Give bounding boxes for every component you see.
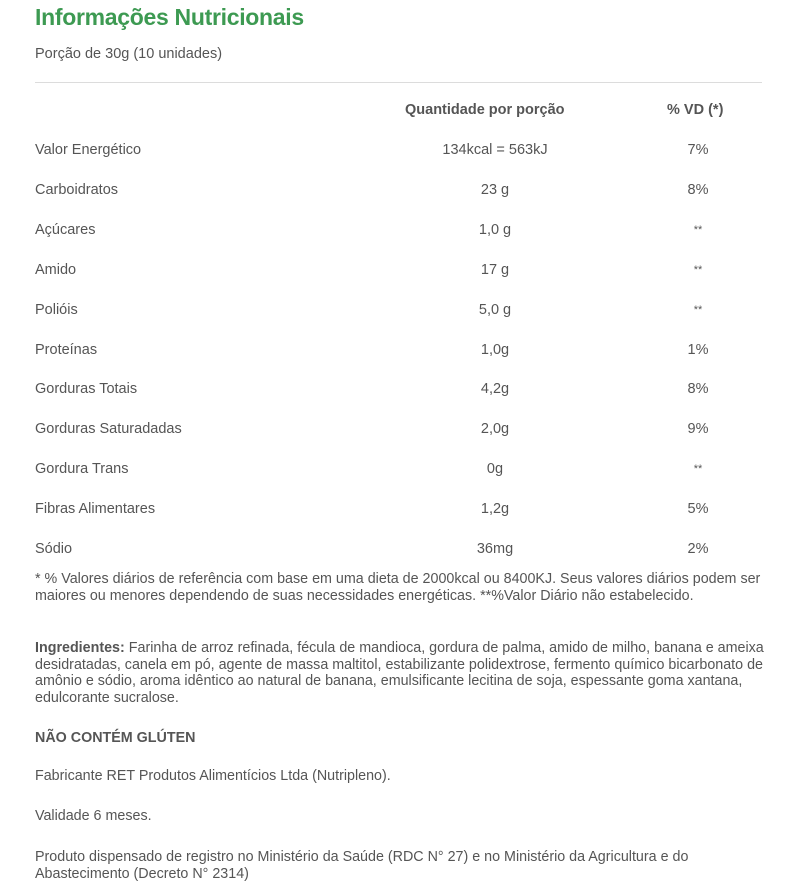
nutrient-name: Sódio (35, 541, 73, 557)
footnote: * % Valores diários de referência com base em uma dieta de 2000kcal ou 8400KJ. Seus valores diários podem ser maiores ou menores dependendo de suas necessidades energéticas. **%Valor Diário não estabelecido. (35, 571, 761, 604)
nutrient-quantity: 5,0 g (478, 301, 512, 318)
ingredients-label: Ingredientes: (35, 640, 125, 656)
nutrient-vd: ** (693, 303, 703, 316)
nutrient-vd: 9% (687, 421, 709, 438)
nutrient-name: Gordura Trans (35, 461, 129, 478)
nutrient-name: Polióis (35, 301, 78, 318)
nutrient-name: Carboidratos (35, 181, 119, 198)
nutrient-quantity: 1,0 g (478, 221, 512, 238)
ingredients-text: Farinha de arroz refinada, fécula de mandioca, gordura de palma, amido de milho, banana e ameixa desidratadas, canela em pó, agente de massa maltitol, estabilizante polidextrose, fermento químico bicarbonato de amônio e sódio, aroma idêntico ao natural de banana, emulsificante lecitina de soja, espessante goma xantana, edulcorante sucralose. (35, 640, 764, 706)
nutrient-quantity: 17 g (480, 261, 510, 278)
ingredients (35, 640, 775, 706)
nutrient-vd: 5% (687, 501, 709, 518)
nutrient-name: Amido (35, 261, 77, 278)
nutrient-name: Açúcares (35, 221, 96, 238)
nutrient-quantity: 2,0g (480, 421, 510, 438)
nutrient-name: Fibras Alimentares (35, 501, 156, 518)
nutrient-quantity: 36mg (476, 541, 514, 557)
validity: Validade 6 meses. (35, 808, 152, 824)
table-row (0, 182, 800, 206)
nutrient-vd: 8% (687, 381, 709, 398)
table-row (0, 461, 800, 485)
page-title: Informações Nutricionais (35, 4, 304, 30)
nutrient-name: Valor Energético (35, 142, 142, 158)
nutrient-vd: 2% (687, 541, 709, 557)
table-row (0, 142, 800, 166)
registration: Produto dispensado de registro no Ministério da Saúde (RDC N° 27) e no Ministério da Agricultura e do Abastecimento (Decreto N° 2314) (35, 849, 689, 882)
nutrient-quantity: 4,2g (480, 381, 510, 398)
table-row (0, 381, 800, 405)
table-row (0, 541, 800, 565)
manufacturer: Fabricante RET Produtos Alimentícios Ltda (Nutripleno). (35, 768, 391, 784)
nutrient-quantity: 134kcal = 563kJ (442, 142, 548, 158)
gluten-notice: NÃO CONTÉM GLÚTEN (35, 730, 196, 746)
nutrient-vd: ** (693, 263, 703, 276)
portion-size: Porção de 30g (10 unidades) (35, 46, 223, 62)
table-row (0, 222, 800, 246)
divider (35, 82, 762, 83)
nutrient-name: Gorduras Totais (35, 381, 138, 398)
nutrient-name: Gorduras Saturadadas (35, 421, 182, 438)
table-row (0, 302, 800, 326)
nutrient-quantity: 23 g (480, 181, 510, 198)
nutrient-vd: ** (693, 463, 703, 476)
header-vd: % VD (*) (667, 102, 724, 118)
table-row (0, 501, 800, 525)
nutrient-quantity: 0g (486, 461, 504, 478)
table-row (0, 262, 800, 286)
nutrient-vd: 7% (687, 142, 709, 158)
nutrient-name: Proteínas (35, 341, 98, 358)
nutrient-vd: 1% (687, 341, 709, 358)
nutrient-vd: 8% (687, 181, 709, 198)
nutrient-vd: ** (693, 223, 703, 236)
nutrient-quantity: 1,2g (480, 501, 510, 518)
nutrient-quantity: 1,0g (480, 341, 510, 358)
header-quantity: Quantidade por porção (405, 102, 565, 118)
table-row (0, 421, 800, 445)
table-row (0, 342, 800, 366)
